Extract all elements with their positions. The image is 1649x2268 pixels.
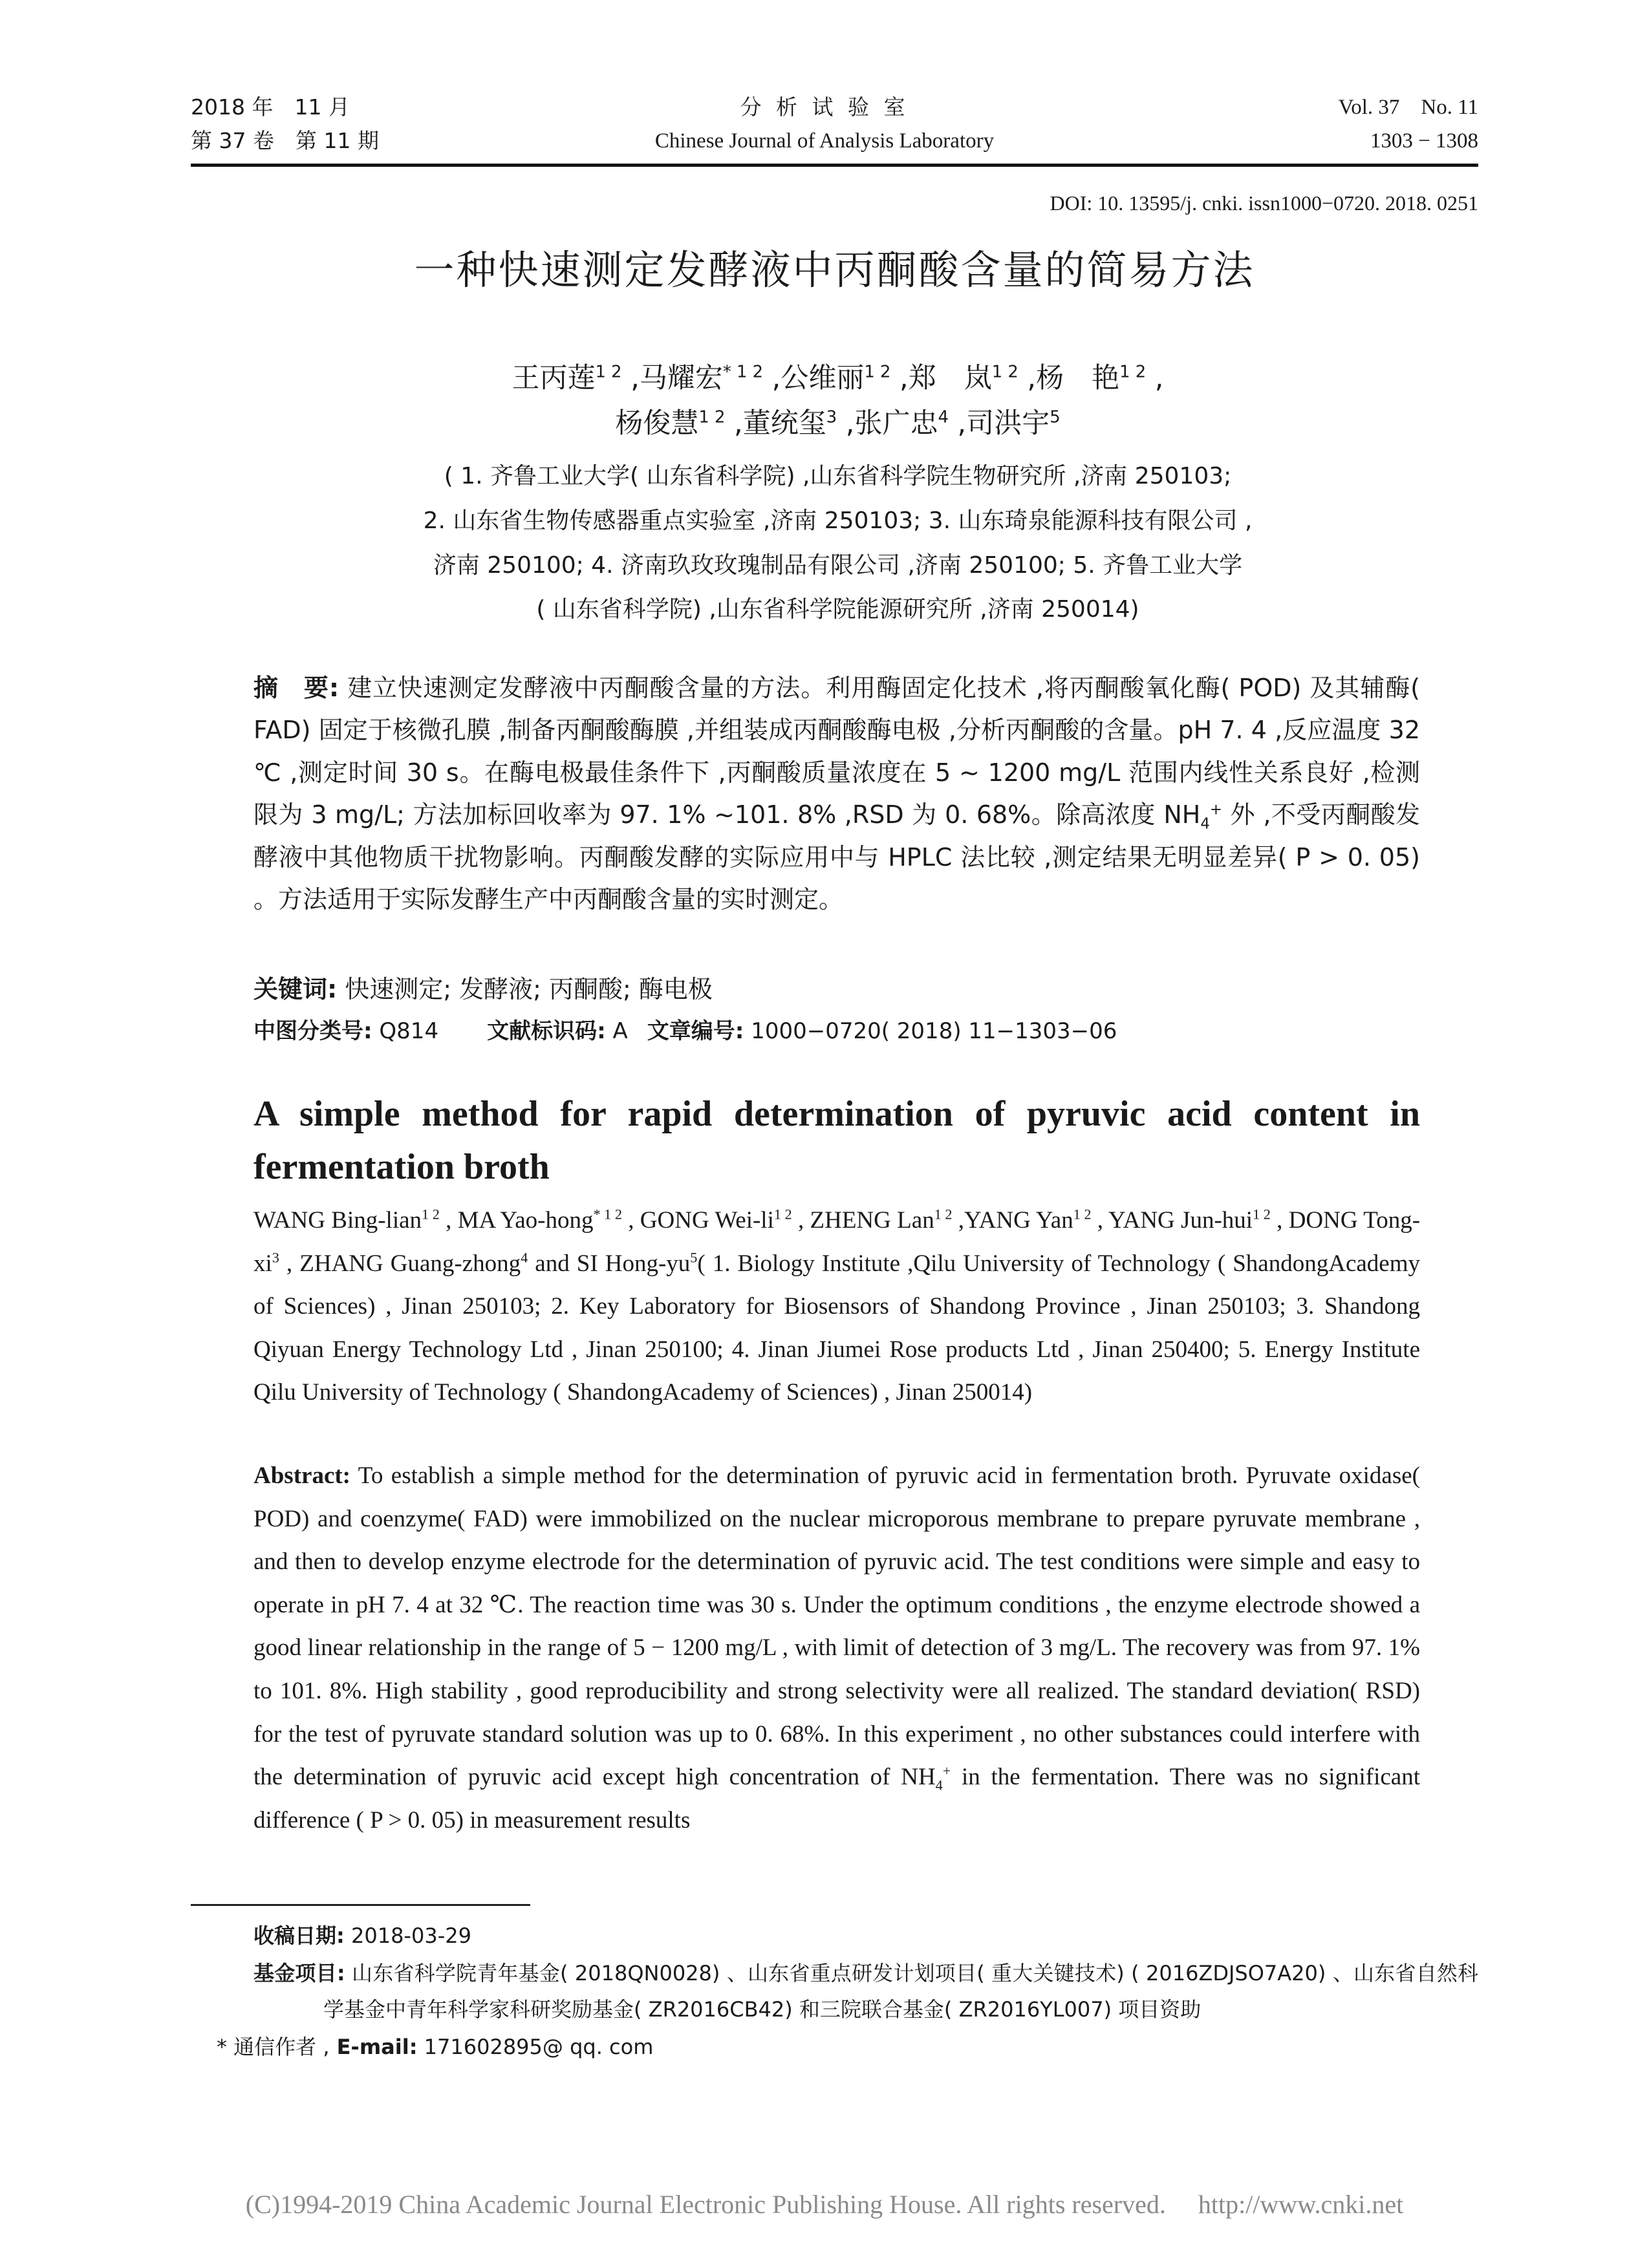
footnote-received: 收稿日期: 2018-03-29 bbox=[253, 1923, 471, 1948]
affiliation-en: ( 1. Biology Institute ,Qilu University of Technology ( ShandongAcademy of Sciences) , Jinan 250103; 2. Key Laboratory for Biosensors of Shandong Province , Jinan 250103; 3. Shandong Qiyuan Energy Technology Ltd , Jinan 250100; 4. Jinan Jiumei Rose products Ltd , Jinan 250400; 5. Energy Institute Qilu University of Technology ( ShandongAcademy of Sciences) , Jinan 250014) bbox=[253, 1250, 1420, 1406]
author-en: and SI Hong-$yu^5$ bbox=[528, 1249, 698, 1277]
authors-en bbox=[253, 1199, 1420, 1415]
abstract-cn: 摘 要: 建立快速测定发酵液中丙酮酸含量的方法。利用酶固定化技术 ,将丙酮酸氧化酶( POD) 及其辅酶( FAD) 固定于核微孔膜 ,制备丙酮酸酶膜 ,并组装成丙酮酸酶电极 ,分析丙酮酸的含量。pH 7. 4 ,反应温度 32 ℃ ,测定时间 30 s。在酶电极最佳条件下 ,丙酮酸质量浓度在 5 ~ 1200 mg/L 范围内线性关系良好 ,检测限为 3 mg/L; 方法加标回收率为 97. 1% ~101. 8% ,RSD 为 0. 68%。除高浓度 $NH_4^+$ 外 ,不受丙酮酸发酵液中其他物质干扰物影响。丙酮酸发酵的实际应用中与 HPLC 法比较 ,测定结果无明显差异( P > 0. 05) 。方法适用于实际发酵生产中丙酮酸含量的实时测定。 bbox=[253, 674, 1420, 914]
article-number-value: 1000−0720( 2018) 11−1303−06 bbox=[744, 1018, 1117, 1044]
header-date-line: 2018 年 11 月 bbox=[191, 94, 350, 120]
author-en: , DONG Tong-$xi^3$ bbox=[253, 1207, 1421, 1277]
author-en: , YANG Jun-hui$^{1 2}$ bbox=[1091, 1206, 1271, 1234]
article-number-label: 文章编号: bbox=[647, 1018, 744, 1044]
header-issue-date bbox=[191, 91, 379, 158]
author-en: ,YANG Yan$^{1 2}$ bbox=[952, 1206, 1092, 1234]
author-cn: ,张广忠$^4$ bbox=[837, 407, 949, 440]
authors-cn-line1: 王丙莲$^{1 2}$ ,马耀宏$^{* 1 2}$ ,公维丽$^{1 2}$ ,郑 岚$^{1 2}$ ,杨 艳$^{1 2}$ , bbox=[512, 362, 1164, 394]
author-cn: ,马耀宏$^{* 1 2}$ bbox=[621, 362, 764, 394]
header-journal bbox=[582, 91, 1067, 158]
header-rule bbox=[191, 164, 1478, 167]
authors-cn-line2 bbox=[194, 401, 1482, 446]
copyright-notice: (C)1994-2019 China Academic Journal Electronic Publishing House. All rights reserved. http://www.cnki.net bbox=[245, 2190, 1404, 2219]
header-volume-pages bbox=[1339, 91, 1478, 158]
affiliation-cn-line: 2. 山东省生物传感器重点实验室 ,济南 250103; 3. 山东琦泉能源科技有限公司 , bbox=[423, 508, 1253, 534]
author-en: , GONG Wei-$li^{1 2}$ bbox=[621, 1206, 792, 1234]
abstract-en: Abstract: To establish a simple method for the determination of pyruvic acid in fermentation broth. Pyruvate oxidase( POD) and coenzyme( FAD) were immobilized on the nuclear microporous membrane to prepare pyruvate membrane , and then to develop enzyme electrode for the determination of pyruvic acid. The test conditions were simple and easy to operate in pH 7. 4 at 32 ℃. The reaction time was 30 s. Under the optimum conditions , the enzyme electrode showed a good linear relationship in the range of 5 − 1200 mg/L , with limit of detection of 3 mg/L. The recovery was from 97. 1% to 101. 8%. High stability , good reproducibility and strong selectivity were all realized. The standard deviation( RSD) for the test of pyruvate standard solution was up to 0. 68%. In this experiment , no other substances could interfere with the determination of pyruvic acid except high concentration of $NH_4^+$ in the fermentation. There was no significant difference ( P > 0. 05) in measurement results bbox=[253, 1462, 1420, 1834]
journal-name-en: Chinese Journal of Analysis Laboratory bbox=[654, 129, 995, 153]
author-cn: ,司洪宇$^5$ bbox=[948, 407, 1061, 440]
abstract-en-label: Abstract: bbox=[253, 1462, 351, 1489]
affiliation-cn-line: ( 山东省科学院) ,山东省科学院能源研究所 ,济南 250014) bbox=[536, 596, 1139, 623]
author-en: , ZHANG Guang-zhong$^4$ bbox=[279, 1249, 528, 1277]
author-cn: ,杨 艳$^{1 2}$ bbox=[1018, 362, 1147, 394]
affiliation-cn-line: ( 1. 齐鲁工业大学( 山东省科学院) ,山东省科学院生物研究所 ,济南 250103; bbox=[444, 463, 1232, 489]
author-cn: 杨俊慧$^{1 2}$ bbox=[615, 407, 726, 440]
author-cn: 王丙莲$^{1 2}$ bbox=[512, 362, 622, 394]
header-volume-line: 第 37 卷 第 11 期 bbox=[191, 128, 379, 153]
journal-name-cn: 分 析 试 验 室 bbox=[740, 94, 909, 120]
author-en: WANG Bing-lian$^{1 2}$ bbox=[253, 1206, 440, 1234]
author-en: , ZHENG Lan$^{1 2}$ bbox=[792, 1206, 953, 1234]
email-address: 171602895@ qq. com bbox=[417, 2035, 654, 2059]
title-cn: 一种快速测定发酵液中丙酮酸含量的简易方法 bbox=[414, 246, 1255, 294]
author-cn: ,郑 岚$^{1 2}$ bbox=[890, 362, 1018, 394]
keywords-cn-text: 快速测定; 发酵液; 丙酮酸; 酶电极 bbox=[337, 975, 713, 1003]
classification-line bbox=[253, 1012, 1117, 1051]
footnote-rule bbox=[191, 1904, 530, 1906]
keywords-cn bbox=[253, 970, 713, 1009]
author-cn: ,董统玺$^3$ bbox=[725, 407, 837, 440]
header-page-range: 1303 − 1308 bbox=[1370, 129, 1478, 153]
clc-value: Q814 bbox=[372, 1018, 439, 1044]
document-code-value: A bbox=[605, 1018, 628, 1044]
author-en: , MA Yao-hong$^{* 1 2}$ bbox=[439, 1206, 622, 1234]
clc-label: 中图分类号: bbox=[253, 1018, 372, 1044]
author-cn: ,公维丽$^{1 2}$ bbox=[763, 362, 891, 394]
doi: DOI: 10. 13595/j. cnki. issn1000−0720. 2018. 0251 bbox=[1050, 191, 1478, 215]
affiliation-cn-line: 济南 250100; 4. 济南玖玫玫瑰制品有限公司 ,济南 250100; 5. 齐鲁工业大学 bbox=[433, 552, 1243, 579]
header-volume-number: Vol. 37 No. 11 bbox=[1338, 96, 1478, 119]
footnote-correspondence: * 通信作者 , E-mail: 171602895@ qq. com bbox=[217, 2035, 654, 2059]
footnote-funding: 基金项目: 山东省科学院青年基金( 2018QN0028) 、山东省重点研发计划项目( 重大关键技术) ( 2016ZDJSO7A20) 、山东省自然科学基金中青年科学家科研奖励基金( ZR2016CB42) 和三院联合基金( ZR2016YL007) 项目资助 bbox=[253, 1961, 1478, 2022]
title-en: A simple method for rapid determination of pyruvic acid content in fermentation broth bbox=[253, 1094, 1420, 1187]
keywords-cn-label: 关键词: bbox=[253, 975, 338, 1003]
abstract-cn-label: 摘 要: bbox=[253, 674, 339, 702]
document-code-label: 文献标识码: bbox=[487, 1018, 606, 1044]
